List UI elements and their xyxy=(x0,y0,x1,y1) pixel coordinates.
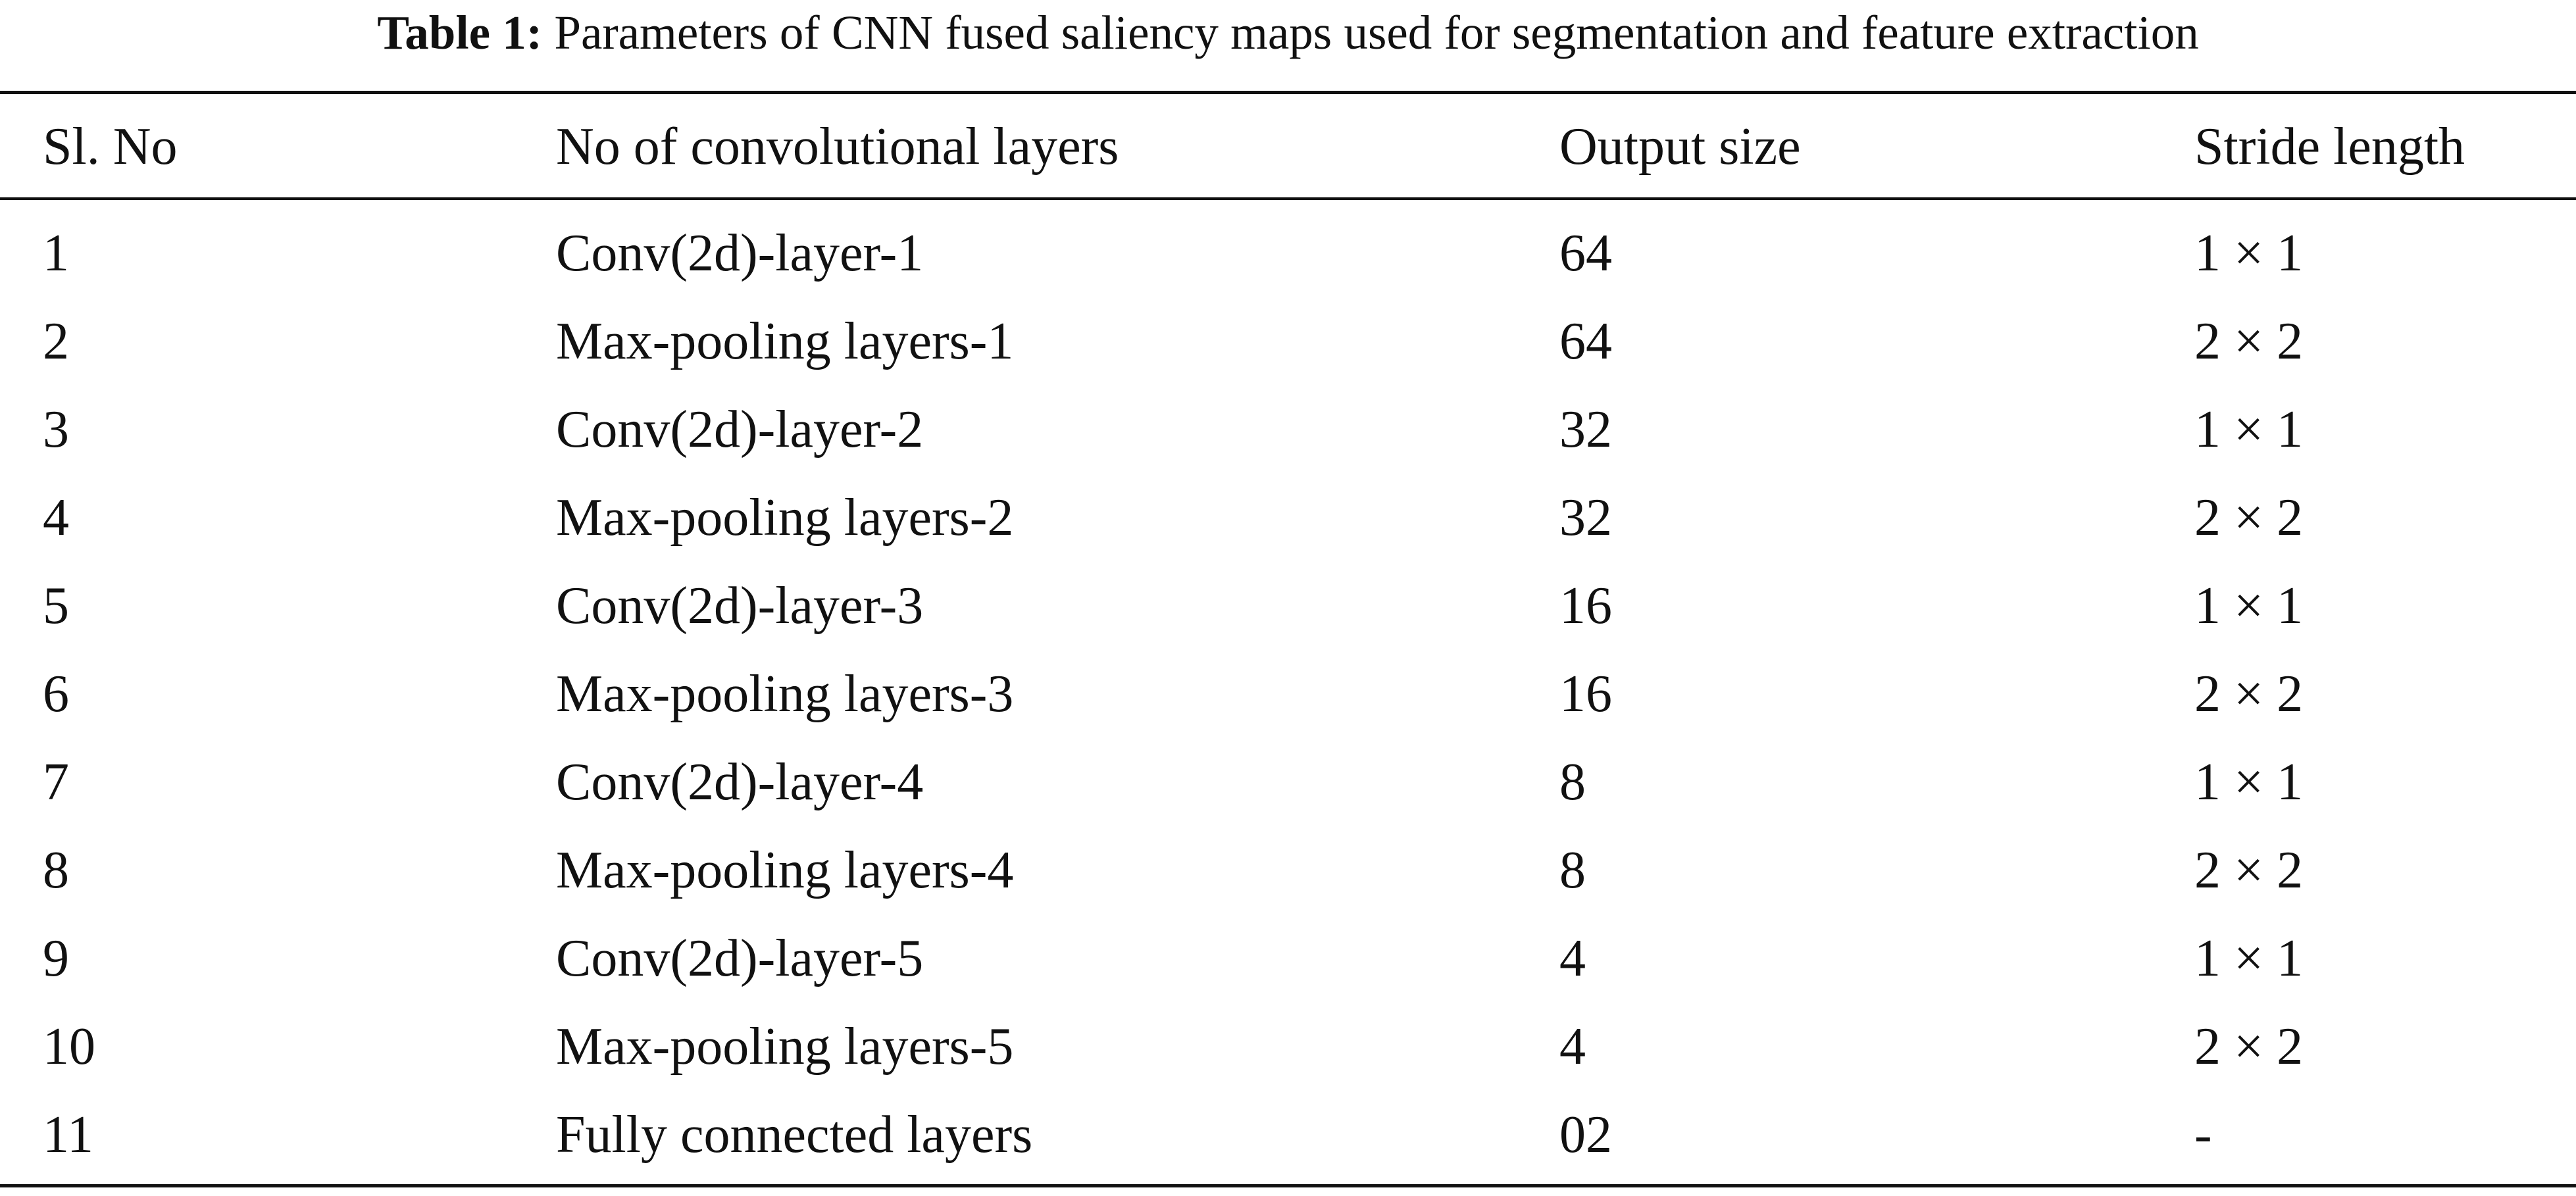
header-sl-no: Sl. No xyxy=(43,118,178,176)
layer-cell: Conv(2d)-layer-2 xyxy=(556,401,924,459)
output-size-cell: 16 xyxy=(1559,577,1612,635)
stride-cell: 1 × 1 xyxy=(2194,753,2304,811)
layer-cell: Conv(2d)-layer-1 xyxy=(556,224,924,282)
output-size-cell: 64 xyxy=(1559,312,1612,370)
layer-cell: Max-pooling layers-4 xyxy=(556,841,1014,899)
stride-cell: 1 × 1 xyxy=(2194,401,2304,459)
layer-cell: Conv(2d)-layer-4 xyxy=(556,753,924,811)
sl-no-cell: 8 xyxy=(43,841,69,899)
sl-no-cell: 7 xyxy=(43,753,69,811)
header-stride-length: Stride length xyxy=(2194,118,2465,176)
stride-cell: 2 × 2 xyxy=(2194,312,2304,370)
output-size-cell: 4 xyxy=(1559,1018,1586,1076)
caption-label: Table 1: xyxy=(377,6,543,59)
sl-no-cell: 11 xyxy=(43,1106,94,1164)
stride-cell: 1 × 1 xyxy=(2194,224,2304,282)
layer-cell: Max-pooling layers-2 xyxy=(556,489,1014,547)
table-bottom-rule xyxy=(0,1184,2576,1187)
stride-cell: 1 × 1 xyxy=(2194,930,2304,987)
layer-cell: Fully connected layers xyxy=(556,1106,1033,1164)
sl-no-cell: 10 xyxy=(43,1018,95,1076)
output-size-cell: 64 xyxy=(1559,224,1612,282)
output-size-cell: 02 xyxy=(1559,1106,1612,1164)
table-row xyxy=(0,209,2576,297)
table-row xyxy=(0,297,2576,386)
sl-no-cell: 9 xyxy=(43,930,69,987)
stride-cell: 2 × 2 xyxy=(2194,1018,2304,1076)
sl-no-cell: 3 xyxy=(43,401,69,459)
layer-cell: Max-pooling layers-3 xyxy=(556,665,1014,723)
table-row xyxy=(0,562,2576,650)
layer-cell: Max-pooling layers-5 xyxy=(556,1018,1014,1076)
table-header-rule xyxy=(0,197,2576,200)
output-size-cell: 8 xyxy=(1559,753,1586,811)
sl-no-cell: 5 xyxy=(43,577,69,635)
table-row xyxy=(0,386,2576,474)
table-row xyxy=(0,1003,2576,1091)
header-layers: No of convolutional layers xyxy=(556,118,1119,176)
table-row xyxy=(0,826,2576,914)
stride-cell: 2 × 2 xyxy=(2194,489,2304,547)
table-row xyxy=(0,914,2576,1003)
table-row xyxy=(0,650,2576,738)
output-size-cell: 32 xyxy=(1559,489,1612,547)
table-caption xyxy=(0,0,2576,66)
sl-no-cell: 2 xyxy=(43,312,69,370)
stride-cell: - xyxy=(2194,1106,2212,1164)
sl-no-cell: 6 xyxy=(43,665,69,723)
output-size-cell: 4 xyxy=(1559,930,1586,987)
table-top-rule xyxy=(0,91,2576,94)
sl-no-cell: 1 xyxy=(43,224,69,282)
output-size-cell: 32 xyxy=(1559,401,1612,459)
caption-text: Parameters of CNN fused saliency maps used for segmentation and feature extraction xyxy=(554,6,2199,59)
layer-cell: Max-pooling layers-1 xyxy=(556,312,1014,370)
table-row xyxy=(0,738,2576,826)
table-row xyxy=(0,474,2576,562)
stride-cell: 2 × 2 xyxy=(2194,665,2304,723)
table-header-row xyxy=(0,103,2576,191)
layer-cell: Conv(2d)-layer-3 xyxy=(556,577,924,635)
output-size-cell: 8 xyxy=(1559,841,1586,899)
table-row xyxy=(0,1091,2576,1179)
header-output-size: Output size xyxy=(1559,118,1801,176)
output-size-cell: 16 xyxy=(1559,665,1612,723)
stride-cell: 2 × 2 xyxy=(2194,841,2304,899)
layer-cell: Conv(2d)-layer-5 xyxy=(556,930,924,987)
stride-cell: 1 × 1 xyxy=(2194,577,2304,635)
sl-no-cell: 4 xyxy=(43,489,69,547)
